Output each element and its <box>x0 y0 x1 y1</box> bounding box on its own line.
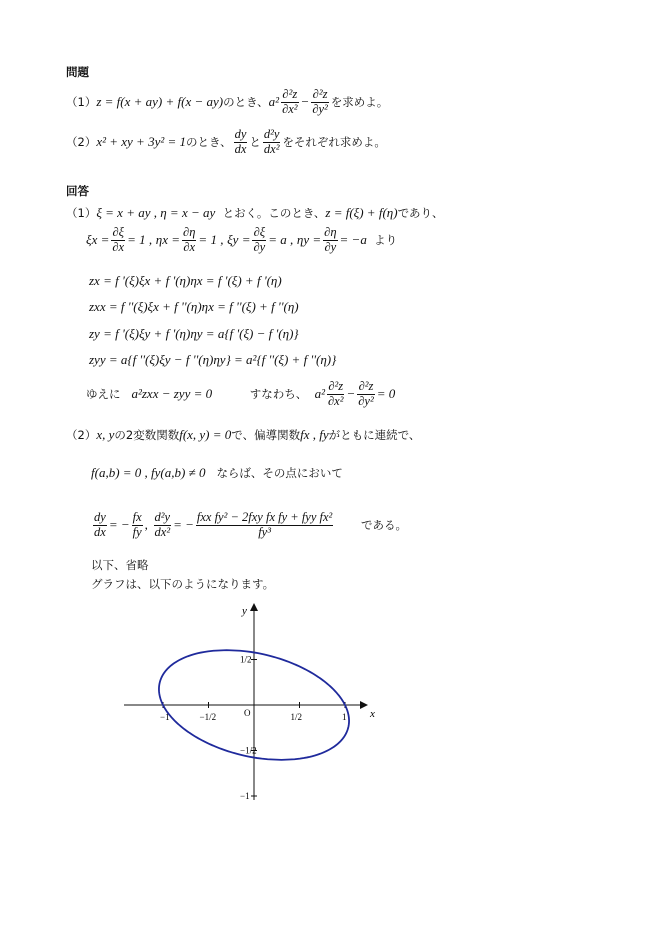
x-tick-label: −1/2 <box>199 712 217 722</box>
q2-mid: と <box>249 134 261 149</box>
a1-substitution: ξ = x + ay , η = x − ay <box>96 205 216 220</box>
dearu-text: である。 <box>360 517 407 532</box>
xi-y-frac: $\frac{\partial\xi}{\partial y}$ <box>253 225 266 254</box>
a2-text3: がともに連続で、 <box>328 428 421 442</box>
eta-y-frac: $\frac{\partial\eta}{\partial y}$ <box>324 225 337 254</box>
q2-frac-d2y: $\frac{\text{d²y}}{\text{dx²}}$ <box>263 127 280 156</box>
a1-text1: とおく。このとき、 <box>222 206 326 220</box>
result-frac-zyy: $\frac{\text{∂²z}}{\text{∂y²}}$ <box>358 379 374 408</box>
x-axis-label: x <box>370 708 375 720</box>
q2-number: （2） <box>66 134 97 149</box>
eta-y-value: = −a <box>339 231 367 247</box>
y-axis-label: y <box>242 605 247 617</box>
eta-x-value: = 1 , <box>198 231 224 247</box>
a2-partials: fx , fy <box>300 427 329 442</box>
eq-negative-1: = − <box>108 516 130 532</box>
xi-x-value: = 1 , <box>127 231 153 247</box>
q1-text: のとき、 <box>223 94 269 109</box>
omit-text: 以下、省略 <box>91 558 149 572</box>
eta-x-lhs: ηx = <box>155 231 181 247</box>
yori-text: より <box>374 232 398 247</box>
eq-z-y: zy = f '(ξ)ξy + f '(η)ηy = a{f '(ξ) − f '(η)} <box>89 326 299 341</box>
q2-tail: をそれぞれ求めよ。 <box>282 134 386 149</box>
q1-equation: z = f(x + ay) + f(x − ay) <box>96 93 224 109</box>
result-minus: − <box>346 385 356 401</box>
x-tick-label: 1 <box>342 712 347 722</box>
problem-heading: 問題 <box>66 65 89 79</box>
a2-text1: の2変数関数 <box>114 428 180 442</box>
fx-fy-frac: $\frac{fx}{fy}$ <box>132 510 142 539</box>
q1-minus: − <box>300 93 310 109</box>
eq-negative-2: = − <box>173 516 194 532</box>
result-a2: a² <box>314 385 325 401</box>
dy-dx-frac: $\frac{dy}{dx}$ <box>94 510 106 539</box>
a2-condition1: f(x, y) = 0 <box>179 427 232 442</box>
eq-z-xx: zxx = f ''(ξ)ξx + f ''(η)ηx = f ''(ξ) + f ''(η) <box>89 299 299 314</box>
a2-condition2: f(a,b) = 0 , fy(a,b) ≠ 0 <box>91 465 206 480</box>
second-derivative-frac: fxx fy² − 2fxy fx fy + fyy fx² fy³ <box>196 510 333 539</box>
origin-label: O <box>244 708 251 718</box>
x-tick-label: −1 <box>160 712 170 722</box>
a1-z-expression: z = f(ξ) + f(η) <box>325 205 398 220</box>
q2-text: のとき、 <box>186 134 232 149</box>
xi-y-value: = a , <box>268 231 294 247</box>
eta-x-frac: $\frac{\partial\eta}{\partial x}$ <box>183 225 196 254</box>
q1-number: （1） <box>66 94 97 109</box>
q2-equation: x² + xy + 3y² = 1 <box>96 133 187 149</box>
xi-x-frac: $\frac{\partial\xi}{\partial x}$ <box>112 225 125 254</box>
result-equation: a²zxx − zyy = 0 <box>131 385 213 401</box>
q1-tail: を求めよ。 <box>330 94 389 109</box>
y-tick-label: −1/2 <box>240 745 257 756</box>
q1-frac-zxx: $\frac{\text{∂²z}}{\text{∂x²}}$ <box>282 87 298 116</box>
answer-heading: 回答 <box>66 184 89 198</box>
q2-frac-dy: $\frac{dy}{dx}$ <box>234 127 247 156</box>
xi-x-lhs: ξx = <box>86 231 110 247</box>
eq-z-x: zx = f '(ξ)ξx + f '(η)ηx = f '(ξ) + f '(η) <box>89 273 282 288</box>
a2-number: （2） <box>66 428 97 442</box>
yueni-text: ゆえに <box>86 386 121 401</box>
eq-z-yy: zyy = a{f ''(ξ)ξy − f ''(η)ηy} = a²{f ''(ξ) + f ''(η)} <box>89 352 337 367</box>
q1-a2: a² <box>268 93 280 109</box>
x-tick-label: 1/2 <box>290 712 303 722</box>
d2y-dx2-frac: $\frac{\text{d²y}}{\text{dx²}}$ <box>154 510 171 539</box>
a2-vars: x, y <box>96 427 115 442</box>
sunawachi-text: すなわち、 <box>249 386 308 401</box>
a2-text2: で、偏導関数 <box>231 428 301 442</box>
y-tick-label: −1 <box>240 791 250 801</box>
a1-number: （1） <box>66 206 97 220</box>
a1-text2: であり、 <box>397 206 444 220</box>
graph-intro-text: グラフは、以下のようになります。 <box>91 577 275 591</box>
result-frac-zxx: $\frac{\text{∂²z}}{\text{∂x²}}$ <box>327 379 344 408</box>
eta-y-lhs: ηy = <box>296 231 322 247</box>
formula-comma: , <box>144 516 148 532</box>
a2-text4: ならば、その点において <box>216 466 343 480</box>
xi-y-lhs: ξy = <box>227 231 251 247</box>
y-tick-label: 1/2 <box>240 654 252 665</box>
q1-frac-zyy: $\frac{\text{∂²z}}{\text{∂y²}}$ <box>312 87 328 116</box>
result-eq-zero: = 0 <box>376 385 396 401</box>
